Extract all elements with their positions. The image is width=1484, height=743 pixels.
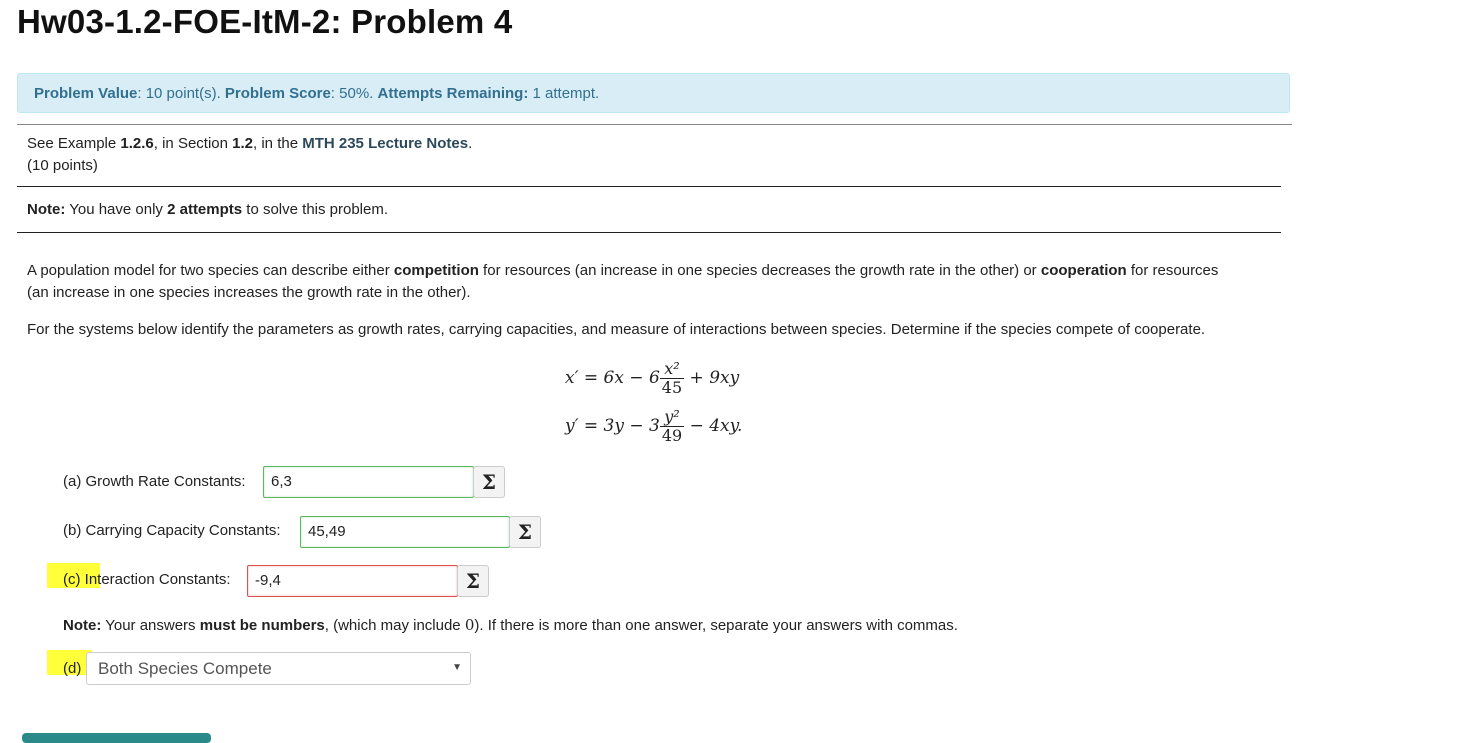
divider [17, 232, 1281, 233]
lecture-notes-link[interactable]: MTH 235 Lecture Notes [302, 135, 469, 152]
compete-cooperate-label: (d) [63, 660, 82, 677]
note-text: You have only [65, 201, 168, 218]
attempts-remaining-label: Attempts Remaining: [377, 85, 529, 102]
reference-text: See Example [27, 135, 121, 152]
note-text: to solve this problem. [242, 201, 389, 218]
answer-format-note [63, 614, 958, 637]
note-math-zero: 0 [464, 616, 475, 634]
chevron-down-icon: ▼ [452, 662, 462, 673]
problem-paragraph-2: For the systems below identify the parameters as growth rates, carrying capacities, and measure of interactions between species. Determine if the species compete of cooperate. [27, 321, 1206, 338]
problem-paragraph-1 [27, 260, 1287, 304]
interaction-constants-input[interactable]: -9,4 [247, 565, 458, 597]
equation-editor-icon[interactable]: Σ [509, 516, 541, 548]
section-number: 1.2 [232, 135, 254, 152]
note-text: ). If there is more than one answer, separate your answers with commas. [474, 617, 958, 634]
divider [17, 124, 1292, 125]
numerator: y² [664, 407, 680, 426]
equation-editor-icon[interactable]: Σ [457, 565, 489, 597]
note-attempts: 2 attempts [167, 201, 243, 218]
problem-text: for resources [1126, 262, 1219, 279]
attempts-remaining-text: 1 attempt. [528, 85, 600, 102]
example-number: 1.2.6 [120, 135, 154, 152]
problem-score-text: : 50%. [330, 85, 378, 102]
problem-value-label: Problem Value [34, 85, 138, 102]
points-text: (10 points) [27, 157, 98, 174]
selected-option: Both Species Compete [98, 659, 272, 678]
keyword-competition: competition [393, 262, 479, 279]
note-text: , (which may include [324, 617, 465, 634]
example-reference [27, 133, 472, 155]
denominator: 45 [661, 378, 683, 397]
divider [17, 186, 1281, 187]
submit-button[interactable] [22, 733, 211, 743]
equation-editor-icon[interactable]: Σ [473, 466, 505, 498]
compete-cooperate-select[interactable] [86, 652, 471, 685]
carrying-capacity-label: (b) Carrying Capacity Constants: [63, 522, 281, 539]
note-label: Note: [27, 201, 66, 218]
equation-y [565, 408, 742, 445]
note-label: Note: [63, 617, 102, 634]
reference-text: , in the [253, 135, 303, 152]
keyword-cooperation: cooperation [1040, 262, 1127, 279]
equation-term: + 9xy [689, 368, 740, 388]
equation-term: − 4xy. [689, 416, 743, 436]
note-emphasis: must be numbers [199, 617, 325, 634]
reference-text: . [468, 135, 473, 152]
problem-status-banner [17, 73, 1290, 113]
page-title: Hw03-1.2-FOE-ItM-2: Problem 4 [17, 3, 513, 40]
fraction [660, 408, 684, 445]
growth-rate-input[interactable]: 6,3 [263, 466, 474, 498]
problem-value-text: : 10 point(s). [137, 85, 225, 102]
numerator: x² [664, 359, 680, 378]
equation-term: y′ = 3y − 3 [565, 416, 660, 436]
growth-rate-label: (a) Growth Rate Constants: [63, 473, 246, 490]
problem-text: for resources (an increase in one species decreases the growth rate in the other) or [478, 262, 1041, 279]
fraction [660, 360, 684, 397]
note-text: Your answers [101, 617, 200, 634]
problem-score-label: Problem Score [224, 85, 331, 102]
carrying-capacity-input[interactable]: 45,49 [300, 516, 510, 548]
equation-term: x′ = 6x − 6 [565, 368, 660, 388]
attempts-note [27, 199, 388, 221]
reference-text: , in Section [153, 135, 233, 152]
denominator: 49 [661, 426, 683, 445]
equation-x [565, 360, 739, 397]
problem-text: (an increase in one species increases the growth rate in the other). [27, 284, 471, 301]
problem-text: A population model for two species can describe either [27, 262, 394, 279]
interaction-constants-label: (c) Interaction Constants: [63, 571, 231, 588]
